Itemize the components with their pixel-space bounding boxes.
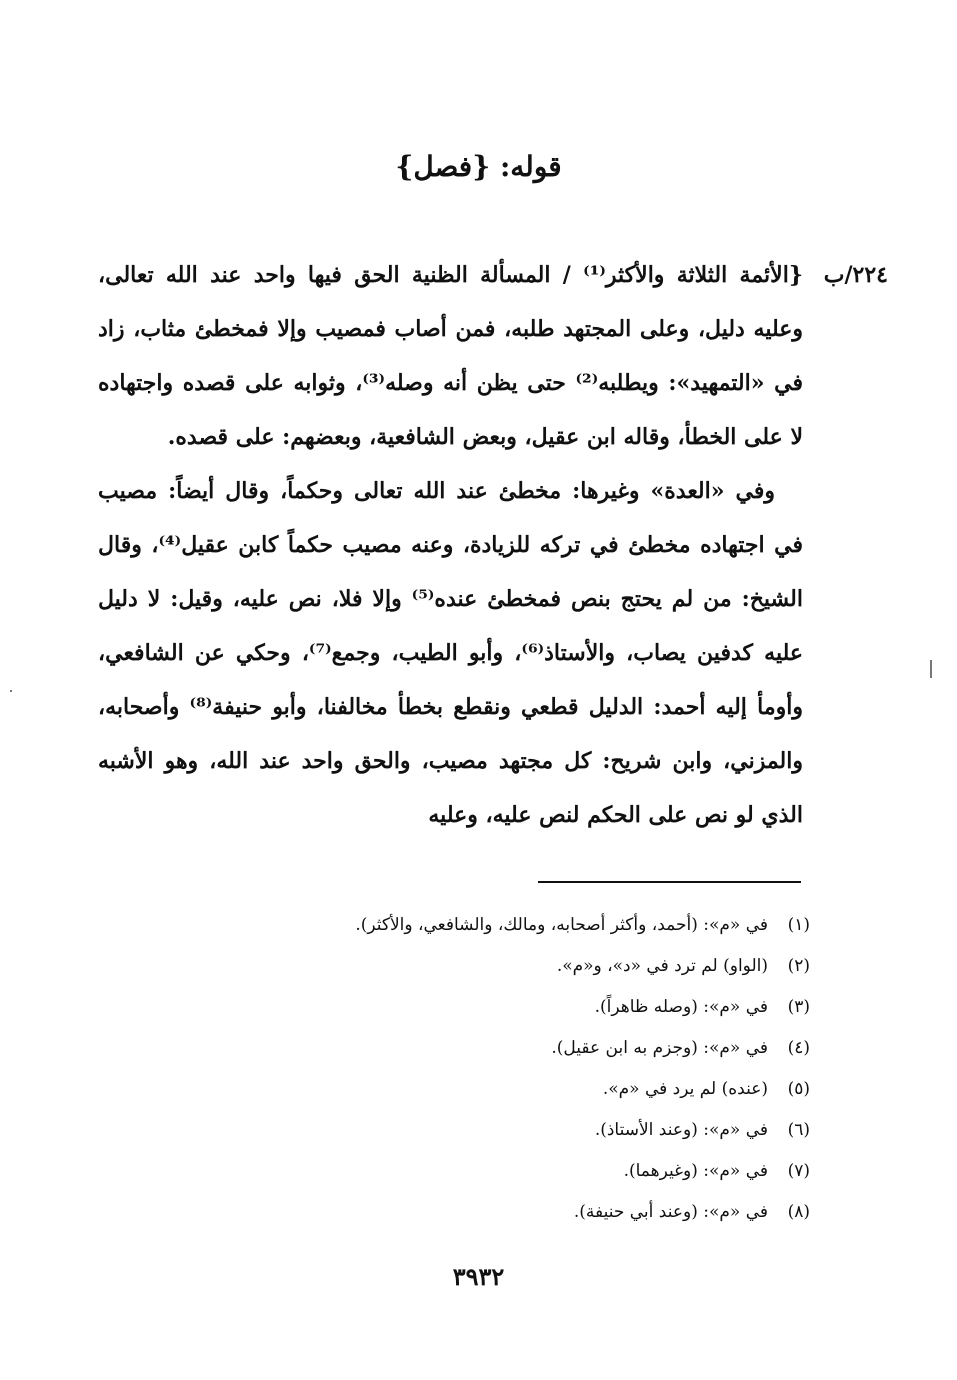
footnote-number: (٥): [787, 1079, 810, 1099]
footnote: [300, 1151, 810, 1192]
main-text: [98, 248, 803, 842]
page-number: ٣٩٣٢: [452, 1262, 505, 1291]
footnote-number: (٧): [787, 1161, 810, 1181]
paragraph: {الأئمة الثلاثة والأكثر⁽¹⁾ / المسألة الظنية الحق فيها واحد عند الله تعالى، وعليه دليل، وعلى المجتهد طلبه، فمن أصاب فمصيب وإلا فمخطئ مثاب، زاد في «التمهيد»: ويطلبه⁽²⁾ حتى يظن أنه وصله⁽³⁾، وثوابه على قصده واجتهاده لا على الخطأ، وقاله ابن عقيل، وبعض الشافعية، وبعضهم: على قصده.: [98, 262, 803, 450]
footnote: [300, 1110, 810, 1151]
footnote-text: في «م»: (وجزم به ابن عقيل).: [551, 1038, 768, 1058]
footnote: [300, 1069, 810, 1110]
section-heading: قوله: {فصل}: [395, 150, 562, 183]
footnote-text: في «م»: (وصله ظاهراً).: [594, 997, 768, 1017]
footnote-text: في «م»: (وعند أبي حنيفة).: [573, 1202, 768, 1222]
scan-speck: [930, 660, 932, 678]
footnotes: [300, 905, 810, 1233]
footnote-separator: [538, 881, 801, 883]
footnote: [300, 946, 810, 987]
footnote-text: (عنده) لم يرد في «م».: [602, 1079, 768, 1099]
manuscript-folio-marker: ٢٢٤/ب: [823, 262, 888, 288]
footnote: [300, 1192, 810, 1233]
scan-speck: [10, 690, 12, 692]
footnote-text: في «م»: (وعند الأستاذ).: [594, 1120, 768, 1140]
footnote: [300, 987, 810, 1028]
footnote-text: (الواو) لم ترد في «د»، و«م».: [556, 956, 768, 976]
footnote-number: (٣): [787, 997, 810, 1017]
footnote-number: (٨): [787, 1202, 810, 1222]
footnote-number: (١): [787, 915, 810, 935]
footnote-text: في «م»: (وغيرهما).: [623, 1161, 768, 1181]
paragraph: وفي «العدة» وغيرها: مخطئ عند الله تعالى وحكماً، وقال أيضاً: مصيب في اجتهاده مخطئ في تركه للزيادة، وعنه مصيب حكماً كابن عقيل⁽⁴⁾، وقال الشيخ: من لم يحتج بنص فمخطئ عنده⁽⁵⁾ وإلا فلا، نص عليه، وقيل: لا دليل عليه كدفين يصاب، والأستاذ⁽⁶⁾، وأبو الطيب، وجمع⁽⁷⁾، وحكي عن الشافعي، وأومأ إليه أحمد: الدليل قطعي ونقطع بخطأ مخالفنا، وأبو حنيفة⁽⁸⁾ وأصحابه، والمزني، وابن شريح: كل مجتهد مصيب، والحق واحد عند الله، وهو الأشبه الذي لو نص على الحكم لنص عليه، وعليه: [98, 478, 804, 828]
footnote: [300, 1028, 810, 1069]
footnote-text: في «م»: (أحمد، وأكثر أصحابه، ومالك، والشافعي، والأكثر).: [355, 915, 768, 935]
footnote-number: (٤): [787, 1038, 810, 1058]
footnote-number: (٢): [787, 956, 810, 976]
footnote-number: (٦): [787, 1120, 810, 1140]
footnote: [300, 905, 810, 946]
